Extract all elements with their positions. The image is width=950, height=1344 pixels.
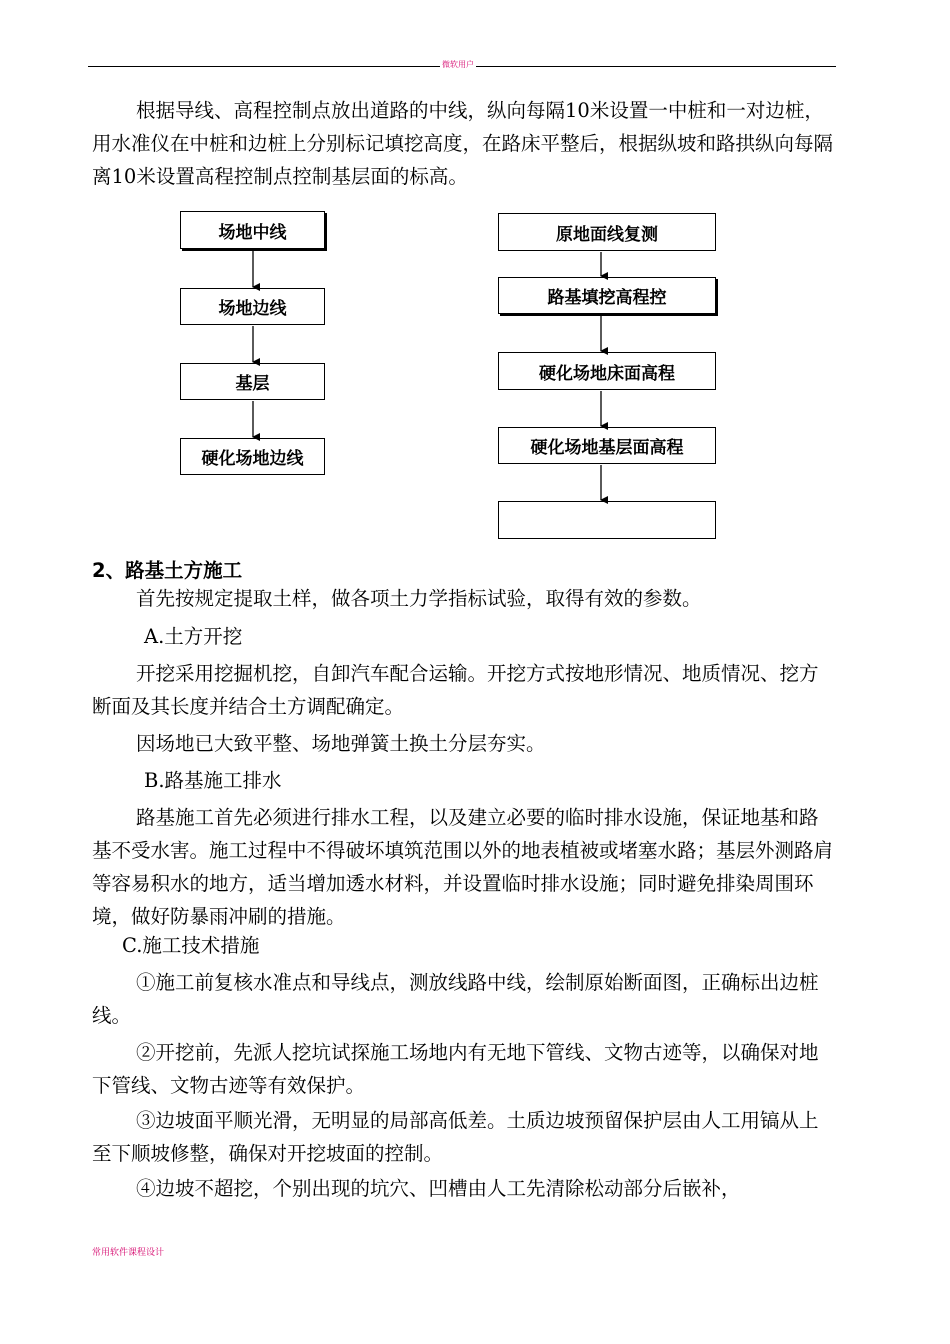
intro-paragraph: 根据导线、高程控制点放出道路的中线，纵向每隔10米设置一中桩和一对边桩，用水准仪在中桩和边桩上分别标记填挖高度，在路床平整后，根据纵坡和路拱纵向每隔离10米设置高程控制点控制基层面的标高。 bbox=[92, 99, 834, 188]
measure-1: ①施工前复核水准点和导线点，测放线路中线，绘制原始断面图，正确标出边桩线。 bbox=[92, 971, 819, 1027]
flow-right-box-3: 硬化场地床面高程 bbox=[498, 352, 716, 390]
flow-right-box-4: 硬化场地基层面高程 bbox=[498, 427, 716, 464]
footer-label: 常用软件课程设计 bbox=[92, 1248, 165, 1258]
paragraph-leveling: 因场地已大致平整、场地弹簧土换土分层夯实。 bbox=[136, 732, 546, 755]
paragraph-drainage: 路基施工首先必须进行排水工程，以及建立必要的临时排水设施，保证地基和路基不受水害。施工过程中不得破坏填筑范围以外的地表植被或堵塞水路；基层外测路肩等容易积水的地方，适当增加透水材料，并设置临时排水设施；同时避免排染周围环境，做好防暴雨冲刷的措施。 bbox=[92, 806, 834, 928]
subheading-c: C.施工技术措施 bbox=[122, 934, 260, 957]
paragraph-soil-sample: 首先按规定提取土样，做各项土力学指标试验，取得有效的参数。 bbox=[136, 587, 702, 610]
measure-4: ④边坡不超挖，个别出现的坑穴、凹槽由人工先清除松动部分后嵌补， bbox=[136, 1177, 741, 1200]
flow-left-box-3: 基层 bbox=[180, 363, 325, 400]
measure-3: ③边坡面平顺光滑，无明显的局部高低差。土质边坡预留保护层由人工用镐从上至下顺坡修整，确保对开挖坡面的控制。 bbox=[92, 1109, 819, 1165]
subheading-a: A.土方开挖 bbox=[144, 625, 243, 648]
header-label: 微软用户 bbox=[442, 60, 474, 69]
paragraph-excavation: 开挖采用挖掘机挖，自卸汽车配合运输。开挖方式按地形情况、地质情况、挖方断面及其长度并结合土方调配确定。 bbox=[92, 662, 819, 718]
measure-2: ②开挖前，先派人挖坑试探施工场地内有无地下管线、文物古迹等，以确保对地下管线、文物古迹等有效保护。 bbox=[92, 1041, 819, 1097]
section-heading: 2、路基土方施工 bbox=[92, 559, 243, 582]
flow-right-box-1: 原地面线复测 bbox=[498, 213, 716, 251]
flow-right-box-2: 路基填挖高程控 bbox=[498, 277, 716, 314]
flow-left-box-1: 场地中线 bbox=[180, 211, 325, 249]
flow-left-box-2: 场地边线 bbox=[180, 288, 325, 325]
flow-left-box-4: 硬化场地边线 bbox=[180, 438, 325, 475]
subheading-b: B.路基施工排水 bbox=[144, 769, 282, 792]
